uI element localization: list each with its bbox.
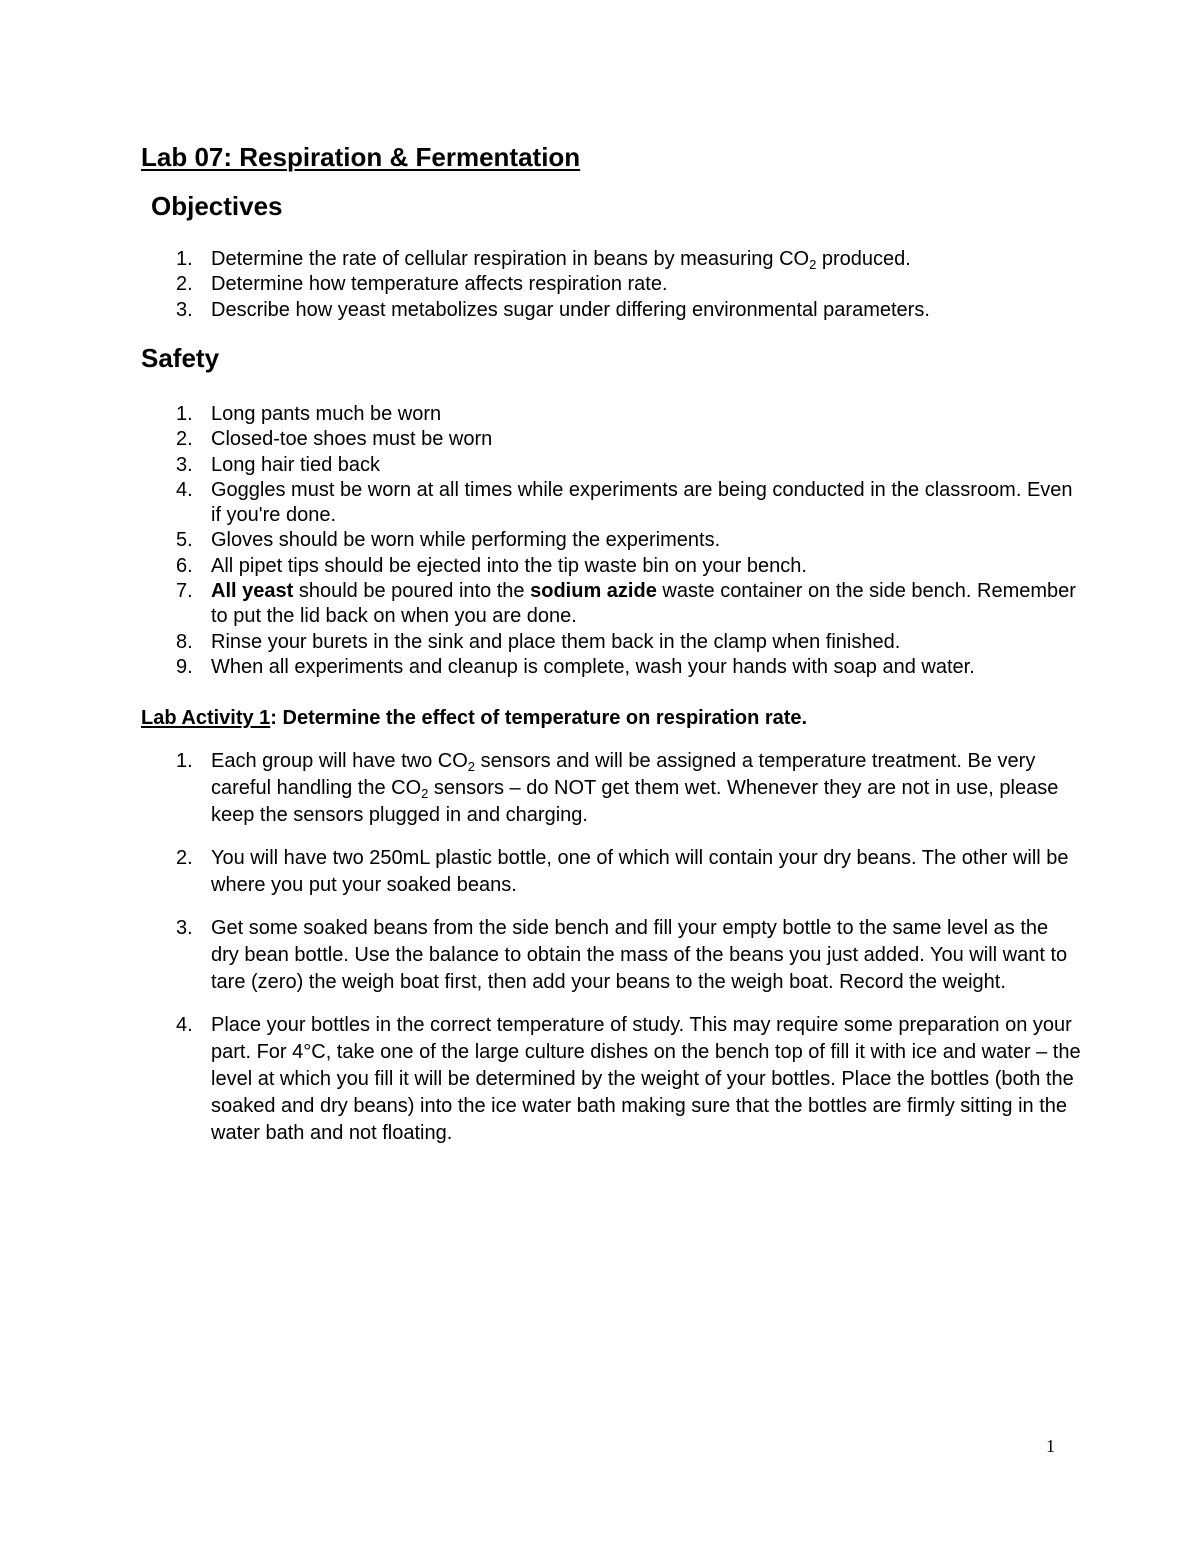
list-item xyxy=(141,579,1081,630)
list-text: Describe how yeast metabolizes sugar under differing environmental parameters. xyxy=(211,298,930,321)
list-number: 7. xyxy=(176,580,193,603)
list-number: 4. xyxy=(176,478,193,501)
list-item xyxy=(141,528,1081,553)
list-text: Each group will have two CO xyxy=(211,750,468,772)
list-text: Closed-toe shoes must be worn xyxy=(211,428,493,451)
list-text: sensors – do NOT get them wet. Whenever they are not in use, please keep the sensors plugged in and charging. xyxy=(211,777,1059,826)
list-item xyxy=(141,298,1081,323)
list-text: produced. xyxy=(816,248,911,270)
list-text: Determine the rate of cellular respiration in beans by measuring CO xyxy=(211,248,810,270)
list-text: Determine how temperature affects respiration rate. xyxy=(211,273,668,296)
list-text: All pipet tips should be ejected into the tip waste bin on your bench. xyxy=(211,554,807,577)
list-number: 3. xyxy=(176,917,193,939)
list-item xyxy=(141,453,1081,478)
list-item xyxy=(141,478,1081,529)
list-text: Place your bottles in the correct temperature of study. This may require some preparation on your part. For 4°C, take one of the large culture dishes on the bench top of fill it with ice and water – the level at which you fill it will be determined by the weight of your bottles. Place the bottles (both the soaked and dry beans) into the ice water bath making sure that the bottles are firmly sitting in the water bath and not floating. xyxy=(211,1014,1081,1144)
list-text: You will have two 250mL plastic bottle, one of which will contain your dry beans. The other will be where you put your soaked beans. xyxy=(211,847,1069,896)
list-number: 9. xyxy=(176,655,193,678)
safety-list xyxy=(141,402,1081,680)
list-item xyxy=(141,655,1081,680)
bold-text: All yeast xyxy=(211,580,294,603)
list-item xyxy=(141,272,1081,297)
list-number: 8. xyxy=(176,630,193,653)
list-number: 1. xyxy=(176,248,193,270)
list-item xyxy=(141,915,1081,996)
list-text: Long pants much be worn xyxy=(211,403,442,425)
list-text: Goggles must be worn at all times while experiments are being conducted in the classroom. Even if you're done. xyxy=(211,478,1073,527)
list-item xyxy=(141,748,1081,829)
list-number: 2. xyxy=(176,428,193,451)
list-number: 2. xyxy=(176,847,193,869)
list-number: 1. xyxy=(176,403,193,425)
safety-heading: Safety xyxy=(141,343,220,373)
list-text: Get some soaked beans from the side bench and fill your empty bottle to the same level as the dry bean bottle. Use the balance to obtain the mass of the beans you just added. You will want to tare (zero) the weigh boat first, then add your beans to the weigh boat. Record the weight. xyxy=(211,917,1068,993)
subscript: 2 xyxy=(467,759,476,774)
list-number: 1. xyxy=(176,750,193,772)
list-text: Gloves should be worn while performing the experiments. xyxy=(211,529,721,552)
activity-title-text: : Determine the effect of temperature on respiration rate. xyxy=(270,707,808,729)
activity-label: Lab Activity 1 xyxy=(141,707,271,729)
objectives-list xyxy=(141,247,1081,323)
list-text: Rinse your burets in the sink and place them back in the clamp when finished. xyxy=(211,630,901,653)
page-title: Lab 07: Respiration & Fermentation xyxy=(141,142,581,172)
list-text: waste container on the side bench. Remember to put the lid back on when you are done. xyxy=(211,580,1076,628)
list-number: 5. xyxy=(176,529,193,552)
list-text: Long hair tied back xyxy=(211,453,381,476)
list-number: 2. xyxy=(176,273,193,296)
list-item xyxy=(141,402,1081,427)
list-item xyxy=(141,427,1081,452)
list-item xyxy=(141,247,1081,272)
list-number: 4. xyxy=(176,1014,193,1036)
subscript: 2 xyxy=(421,786,429,801)
activity-list xyxy=(141,748,1081,1163)
page-number: 1 xyxy=(1046,1436,1055,1456)
list-item xyxy=(141,1012,1081,1147)
list-number: 6. xyxy=(176,554,193,577)
list-number: 3. xyxy=(176,453,193,476)
activity-title xyxy=(141,705,807,731)
list-item xyxy=(141,554,1081,579)
bold-text: sodium azide xyxy=(530,580,657,603)
list-number: 3. xyxy=(176,298,193,321)
list-text: should be poured into the xyxy=(293,580,531,603)
subscript: 2 xyxy=(809,257,817,272)
list-text: When all experiments and cleanup is complete, wash your hands with soap and water. xyxy=(211,655,975,678)
list-text: sensors and will be assigned a temperature treatment. Be very careful handling the CO xyxy=(211,750,1036,799)
list-item xyxy=(141,630,1081,655)
objectives-heading: Objectives xyxy=(151,191,283,221)
list-item xyxy=(141,845,1081,899)
